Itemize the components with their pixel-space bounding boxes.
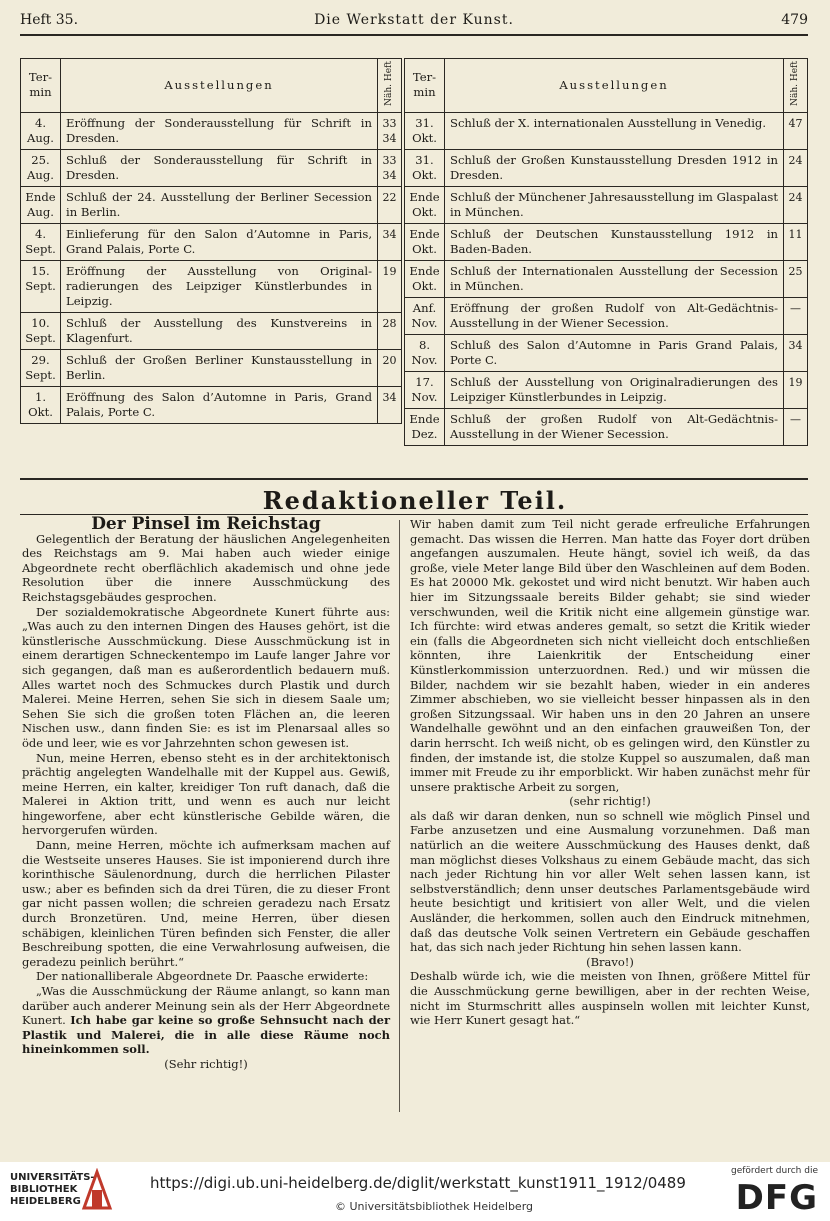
row-issue-number: 34: [378, 386, 402, 423]
row-exhibition: Schluß der X. internationalen Ausstellung in Venedig.: [445, 112, 784, 149]
row-date: 4. Aug.: [21, 112, 61, 149]
col-header-heft: Näh. Heft: [378, 59, 402, 113]
table-row: [21, 112, 402, 149]
paragraph: Gelegentlich der Beratung der häuslichen Angelegenheiten des Reichstags am 9. Mai haben auch wieder einige Abgeordnete recht oberflächlich akademisch und ohne jede Resolution über die innere Ausschmückung des Reichstagsgebäudes gesprochen.: [22, 531, 390, 604]
row-issue-number: 11: [784, 223, 808, 260]
row-issue-number: 33 34: [378, 112, 402, 149]
col-header-ausstellungen: Ausstellungen: [445, 59, 784, 113]
table-row: [405, 260, 808, 297]
library-logo-icon: [80, 1168, 114, 1212]
col-header-termin: Ter- min: [405, 59, 445, 113]
running-header: [20, 10, 808, 32]
section-title: Redaktioneller Teil.: [262, 486, 568, 515]
row-issue-number: 34: [784, 334, 808, 371]
row-date: 17. Nov.: [405, 371, 445, 408]
row-issue-number: 33 34: [378, 149, 402, 186]
row-issue-number: 24: [784, 186, 808, 223]
funding-label: gefördert durch die: [731, 1166, 818, 1176]
table-row: [21, 312, 402, 349]
interjection: (Sehr richtig!): [164, 1056, 248, 1071]
exhibition-table-left: [20, 58, 402, 424]
row-date: 8. Nov.: [405, 334, 445, 371]
row-date: Ende Okt.: [405, 186, 445, 223]
header-rule: [20, 34, 808, 36]
row-issue-number: 20: [378, 349, 402, 386]
copyright-notice: © Universitätsbibliothek Heidelberg: [335, 1200, 534, 1213]
table-row: [405, 334, 808, 371]
row-issue-number: 22: [378, 186, 402, 223]
table-row: [405, 297, 808, 334]
row-exhibition: Eröffnung des Salon d’Automne in Paris, Grand Palais, Porte C.: [61, 386, 378, 423]
dfg-logo: DFG: [735, 1178, 818, 1218]
table-row: [405, 408, 808, 445]
table-row: [405, 371, 808, 408]
paragraph: als daß wir daran denken, nun so schnell wie möglich Pinsel und Farbe anzusetzen und eine Ausmalung vorzunehmen. Daß man natürlich an die weitere Ausschmückung des Hauses denkt, daß man möglichst dieses Volkshaus zu einem Gebäude macht, das sich nach jeder Richtung hin vor aller Welt sehen lassen kann, ist selbstverständlich; denn unser deutsches Parlamentsgebäude wird heute besichtigt und kritisiert von aller Welt, und die vielen Ausländer, die herkommen, sollen auch den Eindruck mitnehmen, daß das deutsche Volk seinen Vertretern ein Gebäude geschaffen hat, das sich nach jeder Richtung hin sehen lassen kann.: [410, 808, 810, 955]
table-row: [405, 186, 808, 223]
paragraph: Der nationalliberale Abgeordnete Dr. Paasche erwiderte:: [36, 969, 369, 984]
paragraph: Wir haben damit zum Teil nicht gerade erfreuliche Erfahrungen gemacht. Das wissen die Herren. Man hatte das Foyer dort drüben angefangen auszumalen. Heute hängt, soviel ich weiß, da das große, viele Meter lange Bild über den Waschleinen auf dem Boden. Es hat 20000 Mk. gekostet und wird nicht benutzt. Wir haben auch hier im Sitzungssaale bereits Bilder gehabt; sie sind wieder verschwunden, weil die Kritik nicht eine allgemein günstige war. Ich fürchte: wird etwas anderes gemalt, so setzt die Kritik wieder ein (falls die Abgeordneten sich nicht vielleicht doch entschließen könnten, ihre Laienkritik der Entscheidung einer Künstlerkommission unterzuordnen. Red.) und wir müssen die Bilder, nachdem wir sie bezahlt haben, wieder in ein anderes Zimmer abschieben, wo sie vielleicht besser hinpassen als in den großen Sitzungssaal. Wir haben uns in den 20 Jahren an unsere Wandelhalle gewöhnt und an den einfachen grauweißen Ton, der darin herrscht. Ich weiß nicht, ob es gelingen wird, den Künstler zu finden, der imstande ist, die stolze Kuppel so auszumalen, daß man immer mit Freude zu ihr emporblickt. Wir haben zunächst mehr für unsere praktische Arbeit zu sorgen,: [410, 517, 810, 794]
paragraph: Nun, meine Herren, ebenso steht es in der architektonisch prächtig angelegten Wandelhalle mit der Kuppel aus. Gewiß, meine Herren, ein kalter, kreidiger Ton ruft danach, daß die Malerei in Aktion tritt, und wenn es auch nur leicht hingeworfene, aber echt künstlerische Gebilde wären, die hervorgerufen würden.: [22, 750, 390, 838]
row-date: 25. Aug.: [21, 149, 61, 186]
row-date: Anf. Nov.: [405, 297, 445, 334]
col-header-termin: Ter- min: [21, 59, 61, 113]
table-row: [21, 149, 402, 186]
table-row: [21, 386, 402, 423]
journal-title: Die Werkstatt der Kunst.: [314, 12, 514, 28]
table-row: [405, 149, 808, 186]
paragraph: Dann, meine Herren, möchte ich aufmerksam machen auf die Westseite unseres Hauses. Sie ist imponierend durch ihre korinthische Säulenordnung, durch die herrlichen Pilaster usw.; aber es befinden sich da drei Türen, die zu dieser Front gar nicht passen wollen; die schreien geradezu nach Ersatz durch Bronzetüren. Und, meine Herren, über diesen schäbigen, kleinlichen Türen befinden sich Fenster, die aller Beschreibung spotten, die eine Verwahrlosung aufweisen, die geradezu peinlich berührt.“: [22, 838, 390, 969]
row-date: 4. Sept.: [21, 223, 61, 260]
row-exhibition: Schluß der Ausstellung des Kunstvereins in Klagenfurt.: [61, 312, 378, 349]
row-issue-number: 34: [378, 223, 402, 260]
row-exhibition: Schluß der Großen Berliner Kunstausstellung in Berlin.: [61, 349, 378, 386]
row-exhibition: Schluß der Münchener Jahresausstellung im Glaspalast in München.: [445, 186, 784, 223]
paragraph: „Was die Ausschmückung der Räume anlangt, so kann man darüber auch anderer Meinung sein als der Herr Abgeordnete Kunert. Ich habe gar keine so große Sehnsucht nach der Plastik und Malerei, die in alle diese Räume noch hineinkommen soll.: [22, 984, 391, 1057]
col-header-ausstellungen: Ausstellungen: [61, 59, 378, 113]
row-issue-number: —: [784, 408, 808, 445]
row-date: 31. Okt.: [405, 149, 445, 186]
table-row: [21, 260, 402, 312]
row-date: 10. Sept.: [21, 312, 61, 349]
row-issue-number: —: [784, 297, 808, 334]
row-exhibition: Eröffnung der großen Rudolf von Alt-Gedächtnis-Ausstellung in der Wiener Secession.: [445, 297, 784, 334]
interjection: (sehr richtig!): [569, 794, 651, 809]
row-date: Ende Dez.: [405, 408, 445, 445]
row-exhibition: Schluß der Internationalen Ausstellung der Secession in München.: [445, 260, 784, 297]
footer-bar: [0, 1162, 830, 1221]
permalink-url[interactable]: https://digi.ub.uni-heidelberg.de/diglit/werkstatt_kunst1911_1912/0489: [150, 1174, 686, 1192]
table-row: [405, 223, 808, 260]
column-divider: [399, 520, 400, 1112]
paragraph: Deshalb würde ich, wie die meisten von Ihnen, größere Mittel für die Ausschmückung gerne bewilligen, aber in der rechten Weise, nicht im Sturmschritt alles auspinseln wollen mit leichter Kunst, wie Herr Kunert gesagt hat.“: [410, 969, 810, 1028]
table-row: [21, 349, 402, 386]
row-date: 15. Sept.: [21, 260, 61, 312]
row-exhibition: Schluß der großen Rudolf von Alt-Gedächtnis-Ausstellung in der Wiener Secession.: [445, 408, 784, 445]
row-date: Ende Okt.: [405, 260, 445, 297]
row-issue-number: 47: [784, 112, 808, 149]
row-date: 31. Okt.: [405, 112, 445, 149]
row-issue-number: 28: [378, 312, 402, 349]
interjection: (Bravo!): [586, 954, 634, 969]
row-issue-number: 25: [784, 260, 808, 297]
row-exhibition: Schluß der Großen Kunstausstellung Dresden 1912 in Dresden.: [445, 149, 784, 186]
row-exhibition: Schluß der Ausstellung von Originalradierungen des Leipziger Künstlerbundes in Leipzig.: [445, 371, 784, 408]
article-column-left: [22, 514, 391, 1072]
row-date: Ende Aug.: [21, 186, 61, 223]
col-header-heft: Näh. Heft: [784, 59, 808, 113]
page-number: 479: [781, 12, 808, 28]
table-row: [21, 186, 402, 223]
row-exhibition: Schluß der Sonderausstellung für Schrift in Dresden.: [61, 149, 378, 186]
row-issue-number: 19: [378, 260, 402, 312]
table-row: [405, 112, 808, 149]
library-logo-text: UNIVERSITÄTS- BIBLIOTHEK HEIDELBERG: [10, 1172, 95, 1207]
row-exhibition: Schluß der Deutschen Kunstausstellung 1912 in Baden-Baden.: [445, 223, 784, 260]
row-date: Ende Okt.: [405, 223, 445, 260]
issue-number: Heft 35.: [20, 12, 79, 28]
row-issue-number: 24: [784, 149, 808, 186]
article-column-right: [410, 517, 810, 1028]
row-exhibition: Einlieferung für den Salon d’Automne in Paris, Grand Palais, Porte C.: [61, 223, 378, 260]
row-exhibition: Eröffnung der Ausstellung von Original-radierungen des Leipziger Künstlerbundes in Leipzig.: [61, 260, 378, 312]
emphasized-quote: Ich habe gar keine so große Sehnsucht nach der Plastik und Malerei, die in alle diese Räume noch hineinkommen soll.: [22, 1013, 391, 1057]
row-exhibition: Schluß des Salon d’Automne in Paris Grand Palais, Porte C.: [445, 334, 784, 371]
paragraph: Der sozialdemokratische Abgeordnete Kunert führte aus: „Was auch zu den internen Dingen des Hauses gehört, ist die künstlerische Ausschmückung. Diese Ausschmückung ist in einem derartigen Schneckentempo im Laufe langer Jahre vor sich gegangen, daß man es außerordentlich bedauern muß. Alles wartet noch des Schmuckes durch Plastik und durch Malerei. Meine Herren, sehen Sie sich in diesem Saale um; Sehen Sie sich die großen toten Flächen an, die leeren Nischen usw., dann finden Sie: es ist im Plenarsaal alles so öde und leer, wie es vor Jahrzehnten schon gewesen ist.: [22, 604, 390, 750]
row-date: 29. Sept.: [21, 349, 61, 386]
exhibition-table-right: [404, 58, 808, 446]
table-row: [21, 223, 402, 260]
section-rule-top: [20, 478, 808, 480]
article-title: Der Pinsel im Reichstag: [91, 514, 321, 534]
row-exhibition: Schluß der 24. Ausstellung der Berliner Secession in Berlin.: [61, 186, 378, 223]
row-exhibition: Eröffnung der Sonderausstellung für Schrift in Dresden.: [61, 112, 378, 149]
row-issue-number: 19: [784, 371, 808, 408]
row-date: 1. Okt.: [21, 386, 61, 423]
